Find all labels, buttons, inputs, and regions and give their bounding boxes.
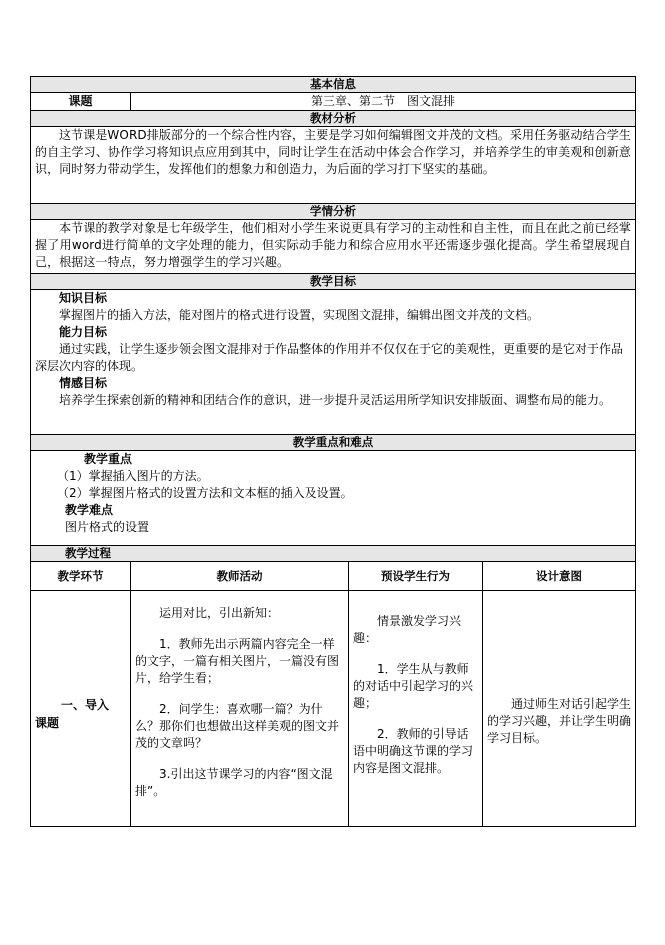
focus-item-1: （1）掌握插入图片的方法。 [57, 469, 209, 483]
teacher-lead: 运用对比，引出新知： [159, 606, 280, 620]
ability-objective-text: 通过实践，让学生逐步领会图文混排对于作品整体的作用并不仅仅在于它的美观性，更重要的是它对于作品深层次内容的体现。 [35, 342, 624, 373]
teacher-step-2: 2．问学生：喜欢哪一篇？为什么？那你们也想做出这样美观的图文并茂的文章吗？ [135, 702, 340, 750]
column-student-header: 预设学生行为 [349, 562, 483, 591]
design-intent: 通过师生对话引起学生的学习兴趣，并让学生明确学习目标。 [487, 697, 632, 745]
column-stage-header: 教学环节 [31, 562, 131, 591]
learner-analysis-text: 本节课的教学对象是七年级学生，他们相对小学生来说更具有学习的主动性和自主性，而且在此之前已经掌握了用word进行简单的文字处理的能力，但实际动手能力和综合应用水平还需逐步强化提高。学生希望展现自己，根据这一特点，努力增强学生的学习兴趣。 [35, 221, 631, 269]
topic-label: 课题 [31, 93, 131, 111]
material-analysis-text: 这节课是WORD排版部分的一个综合性内容，主要是学习如何编辑图文并茂的文档。采用任务驱动结合学生的自主学习、协作学习将知识点应用到其中，同时让学生在活动中体会合作学习，并培养学生的审美观和创新意识，同时努力带动学生，发挥他们的想象力和创造力，为后面的学习打下坚实的基础。 [35, 128, 631, 176]
ability-objective-title: 能力目标 [59, 325, 108, 339]
key-points-header: 教学重点和难点 [31, 435, 636, 451]
difficulty-title: 教学难点 [65, 503, 114, 517]
student-step-2: 2．教师的引导话语中明确这节课的学习内容是图文混排。 [353, 727, 474, 775]
teacher-step-3: 3.引出这节课学习的内容“图文混排”。 [135, 767, 333, 798]
stage-label [31, 591, 130, 826]
knowledge-objective-title: 知识目标 [59, 291, 108, 305]
teacher-step-1: 1．教师先出示两篇内容完全一样的文字，一篇有相关图片，一篇没有图片，给学生看； [135, 637, 340, 685]
knowledge-objective-text: 掌握图片的插入方法，能对图片的格式进行设置，实现图文混排，编辑出图文并茂的文档。 [59, 308, 540, 322]
process-header: 教学过程 [31, 546, 636, 562]
student-step-1: 1．学生从与教师的对话中引起学习的兴趣； [353, 662, 474, 710]
stage-label-line1: 一、导入 [61, 698, 110, 712]
emotion-objective-text: 培养学生探索创新的精神和团结合作的意识，进一步提升灵活运用所学知识安排版面、调整布局的能力。 [59, 393, 612, 407]
stage-label-line2: 课题 [35, 716, 60, 730]
focus-title: 教学重点 [84, 452, 133, 466]
learner-analysis-header: 学情分析 [31, 204, 636, 220]
emotion-objective-title: 情感目标 [59, 376, 108, 390]
lesson-plan-table [30, 76, 636, 827]
basic-info-header: 基本信息 [31, 77, 636, 93]
column-intent-header: 设计意图 [483, 562, 636, 591]
student-lead: 情景激发学习兴趣： [353, 614, 462, 645]
objectives-header: 教学目标 [31, 274, 636, 290]
topic-value: 第三章、第二节 图文混排 [131, 93, 636, 111]
difficulty-text: 图片格式的设置 [65, 520, 150, 534]
column-teacher-header: 教师活动 [131, 562, 349, 591]
lesson-plan-page [30, 76, 635, 827]
material-analysis-header: 教材分析 [31, 111, 636, 127]
focus-item-2: （2）掌握图片格式的设置方法和文本框的插入及设置。 [57, 486, 353, 500]
